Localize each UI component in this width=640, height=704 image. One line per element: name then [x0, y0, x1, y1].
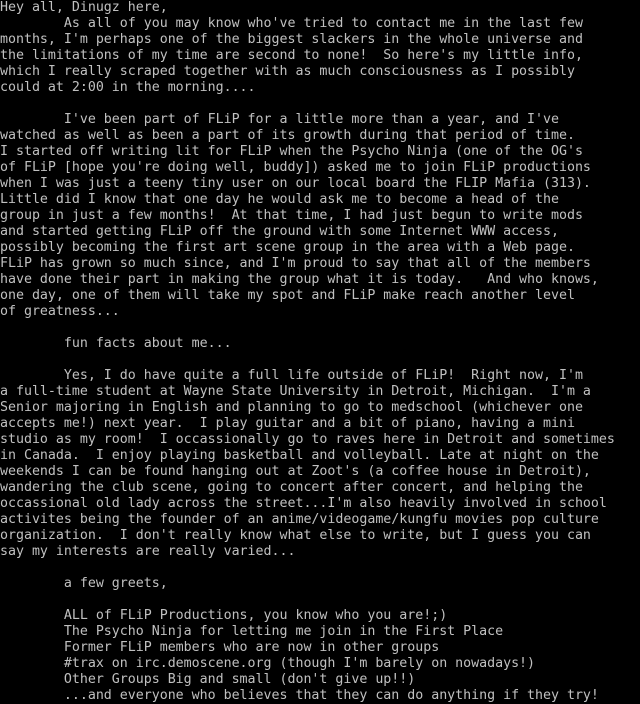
- text-line: months, I'm perhaps one of the biggest slackers in the whole universe and: [0, 32, 583, 47]
- greet-item: ...and everyone who believes that they can do anything if they try!: [0, 688, 599, 703]
- blank-line: [0, 320, 640, 336]
- greet-item: ALL of FLiP Productions, you know who you are!;): [0, 608, 448, 623]
- text-line: one day, one of them will take my spot and FLiP make reach another level: [0, 288, 575, 303]
- text-line: and started getting FLiP off the ground with some Internet WWW access,: [0, 224, 559, 239]
- text-line: organization. I don't really know what else to write, but I guess you can: [0, 528, 591, 543]
- text-line: a full-time student at Wayne State University in Detroit, Michigan. I'm a: [0, 384, 591, 399]
- text-line: FLiP has grown so much since, and I'm proud to say that all of the members: [0, 256, 591, 271]
- text-line: Little did I know that one day he would ask me to become a head of the: [0, 192, 559, 207]
- blank-line: [0, 352, 640, 368]
- text-line: which I really scraped together with as much consciousness as I possibly: [0, 64, 575, 79]
- text-line: wandering the club scene, going to concert after concert, and helping the: [0, 480, 583, 495]
- text-line: activites being the founder of an anime/videogame/kungfu movies pop culture: [0, 512, 599, 527]
- greet-item: Other Groups Big and small (don't give up!!): [0, 672, 416, 687]
- text-line: have done their part in making the group what it is today. And who knows,: [0, 272, 599, 287]
- text-line: I started off writing lit for FLiP when the Psycho Ninja (one of the OG's: [0, 144, 583, 159]
- text-line: in Canada. I enjoy playing basketball and volleyball. Late at night on the: [0, 448, 599, 463]
- text-line: could at 2:00 in the morning....: [0, 80, 256, 95]
- section-heading: a few greets,: [0, 576, 168, 591]
- text-line: say my interests are really varied...: [0, 544, 296, 559]
- text-line: when I was just a teeny tiny user on our local board the FLIP Mafia (313).: [0, 176, 591, 191]
- text-line: As all of you may know who've tried to contact me in the last few: [0, 16, 583, 31]
- text-line: group in just a few months! At that time, I had just begun to write mods: [0, 208, 583, 223]
- text-line: possibly becoming the first art scene group in the area with a Web page.: [0, 240, 575, 255]
- text-line: Hey all, Dinugz here,: [0, 0, 168, 15]
- text-line: watched as well as been a part of its growth during that period of time.: [0, 128, 575, 143]
- text-line: weekends I can be found hanging out at Zoot's (a coffee house in Detroit),: [0, 464, 591, 479]
- text-line: of greatness...: [0, 304, 120, 319]
- greet-item: The Psycho Ninja for letting me join in the First Place: [0, 624, 504, 639]
- greet-item: #trax on irc.demoscene.org (though I'm barely on nowadays!): [0, 656, 536, 671]
- text-line: Senior majoring in English and planning to go to medschool (whichever one: [0, 400, 583, 415]
- text-line: occassional old lady across the street...I'm also heavily involved in school: [0, 496, 607, 511]
- blank-line: [0, 560, 640, 576]
- text-line: Yes, I do have quite a full life outside of FLiP! Right now, I'm: [0, 368, 583, 383]
- text-line: studio as my room! I occassionally go to raves here in Detroit and sometimes: [0, 432, 615, 447]
- text-line: accepts me!) next year. I play guitar and a bit of piano, having a mini: [0, 416, 575, 431]
- text-line: I've been part of FLiP for a little more than a year, and I've: [0, 112, 559, 127]
- text-line: of FLiP [hope you're doing well, buddy]) asked me to join FLiP productions: [0, 160, 591, 175]
- greet-item: Former FLiP members who are now in other groups: [0, 640, 440, 655]
- blank-line: [0, 592, 640, 608]
- text-line: the limitations of my time are second to none! So here's my little info,: [0, 48, 583, 63]
- blank-line: [0, 96, 640, 112]
- section-heading: fun facts about me...: [0, 336, 232, 351]
